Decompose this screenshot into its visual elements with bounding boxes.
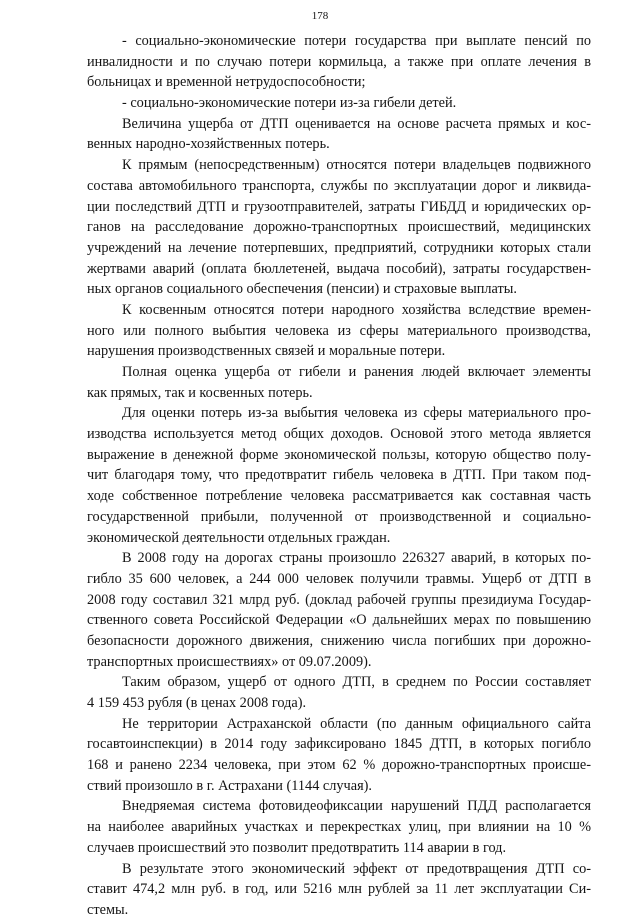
text-line: ствий произошло в г. Астрахани (1144 случая).	[87, 777, 373, 794]
text-line: ганов на расследование дорожно-транспортных происшествий, медицинских	[87, 219, 591, 236]
text-line: 168 и ранено 2234 человека, при этом 62 % дорожно-транспортных происше-	[87, 757, 591, 774]
paragraph	[87, 403, 591, 548]
text-line: стемы.	[87, 901, 129, 918]
text-line: Величина ущерба от ДТП оценивается на основе расчета прямых и кос-	[122, 115, 591, 132]
text-line: Не территории Астраханской области (по данным официального сайта	[122, 715, 591, 732]
paragraph	[87, 93, 591, 114]
page-number: 178	[311, 10, 329, 22]
paragraph	[87, 796, 591, 858]
text-line: состава автомобильного транспорта, службы по эксплуатации дорог и ликвида-	[87, 177, 591, 194]
text-line: ственного совета Российской Федерации «О дальнейших мерах по повышению	[87, 612, 591, 629]
text-line: госавтоинспекции) в 2014 году зафиксировано 1845 ДТП, в которых погибло	[87, 736, 591, 753]
text-line: Полная оценка ущерба от гибели и ранения людей включает элементы	[122, 364, 591, 380]
text-line: К прямым (непосредственным) относятся потери владельцев подвижного	[122, 157, 591, 174]
text-line: инвалидности и по случаю потери кормильца, а также при оплате лечения в	[87, 53, 591, 70]
text-line: ставит 474,2 млн руб. в год, или 5216 млн рублей за 11 лет эксплуатации Си-	[87, 881, 591, 898]
paragraph	[87, 300, 591, 362]
text-line: нарушения производственных связей и моральные потери.	[87, 343, 446, 360]
text-line: Для оценки потерь из-за выбытия человека из сферы материального про-	[122, 405, 591, 422]
text-line: гибло 35 600 человек, а 244 000 человек получили травмы. Ущерб от ДТП в	[87, 570, 591, 587]
paragraph	[87, 859, 591, 921]
text-line: как прямых, так и косвенных потерь.	[87, 384, 313, 401]
text-line: государственной прибыли, полученной от производственной и социально-	[87, 508, 591, 525]
text-line: изводства используется метод общих доходов. Основой этого метода является	[87, 426, 591, 443]
paragraph	[87, 714, 591, 797]
paragraph	[87, 362, 591, 403]
text-line: В 2008 году на дорогах страны произошло 226327 аварий, в которых по-	[122, 550, 591, 567]
paragraph	[87, 672, 591, 713]
text-line: ных органов социального обеспечения (пенсии) и страховые выплаты.	[87, 281, 517, 298]
text-line: больницах и временной нетрудоспособности;	[87, 74, 366, 91]
text-line: Таким образом, ущерб от одного ДТП, в среднем по России составляет	[122, 674, 591, 691]
text-line: 4 159 453 рубля (в ценах 2008 года).	[87, 695, 307, 711]
text-line: В результате этого экономический эффект от предотвращения ДТП со-	[122, 860, 591, 877]
paragraph	[87, 114, 591, 155]
paragraph	[87, 31, 591, 93]
text-line: экономической деятельности отдельных граждан.	[87, 529, 391, 546]
text-line: выражение в денежной форме экономической пользы, которую общество полу-	[87, 446, 591, 463]
text-line: ции последствий ДТП и грузоотправителей, затраты ГИБДД и юридических ор-	[87, 198, 591, 215]
paragraph	[87, 155, 591, 300]
page-body-text	[87, 31, 591, 921]
text-line: безопасности дорожного движения, снижению числа погибших при дорожно-	[87, 632, 591, 649]
text-line: жертвами аварий (оплата бюллетеней, выдача пособий), затраты государствен-	[87, 260, 591, 277]
text-line: - социально-экономические потери государства при выплате пенсий по	[122, 33, 591, 49]
text-line: ного или полного выбытия человека из сферы материального производства,	[87, 322, 591, 339]
text-line: ходе собственное потребление человека рассматривается как составная часть	[87, 488, 591, 505]
text-line: К косвенным относятся потери народного хозяйства вследствие времен-	[122, 301, 591, 318]
text-line: 2008 году составил 321 млрд руб. (доклад рабочей группы президиума Государ-	[87, 591, 591, 608]
text-line: чит благодаря тому, что предотвратит гибель человека в ДТП. При таком под-	[87, 467, 591, 484]
text-line: венных народно-хозяйственных потерь.	[87, 136, 330, 153]
text-line: на наиболее аварийных участках и перекрестках улиц, при влиянии на 10 %	[87, 819, 591, 836]
text-line: транспортных происшествиях» от 09.07.2009).	[87, 653, 372, 670]
text-line: учреждений на лечение потерпевших, предприятий, сотрудники которых стали	[87, 239, 591, 256]
paragraph	[87, 548, 591, 672]
text-line: случаев происшествий это позволит предотвратить 114 аварии в год.	[87, 839, 507, 856]
text-line: Внедряемая система фотовидеофиксации нарушений ПДД располагается	[122, 798, 591, 815]
text-line: - социально-экономические потери из-за гибели детей.	[122, 95, 457, 112]
